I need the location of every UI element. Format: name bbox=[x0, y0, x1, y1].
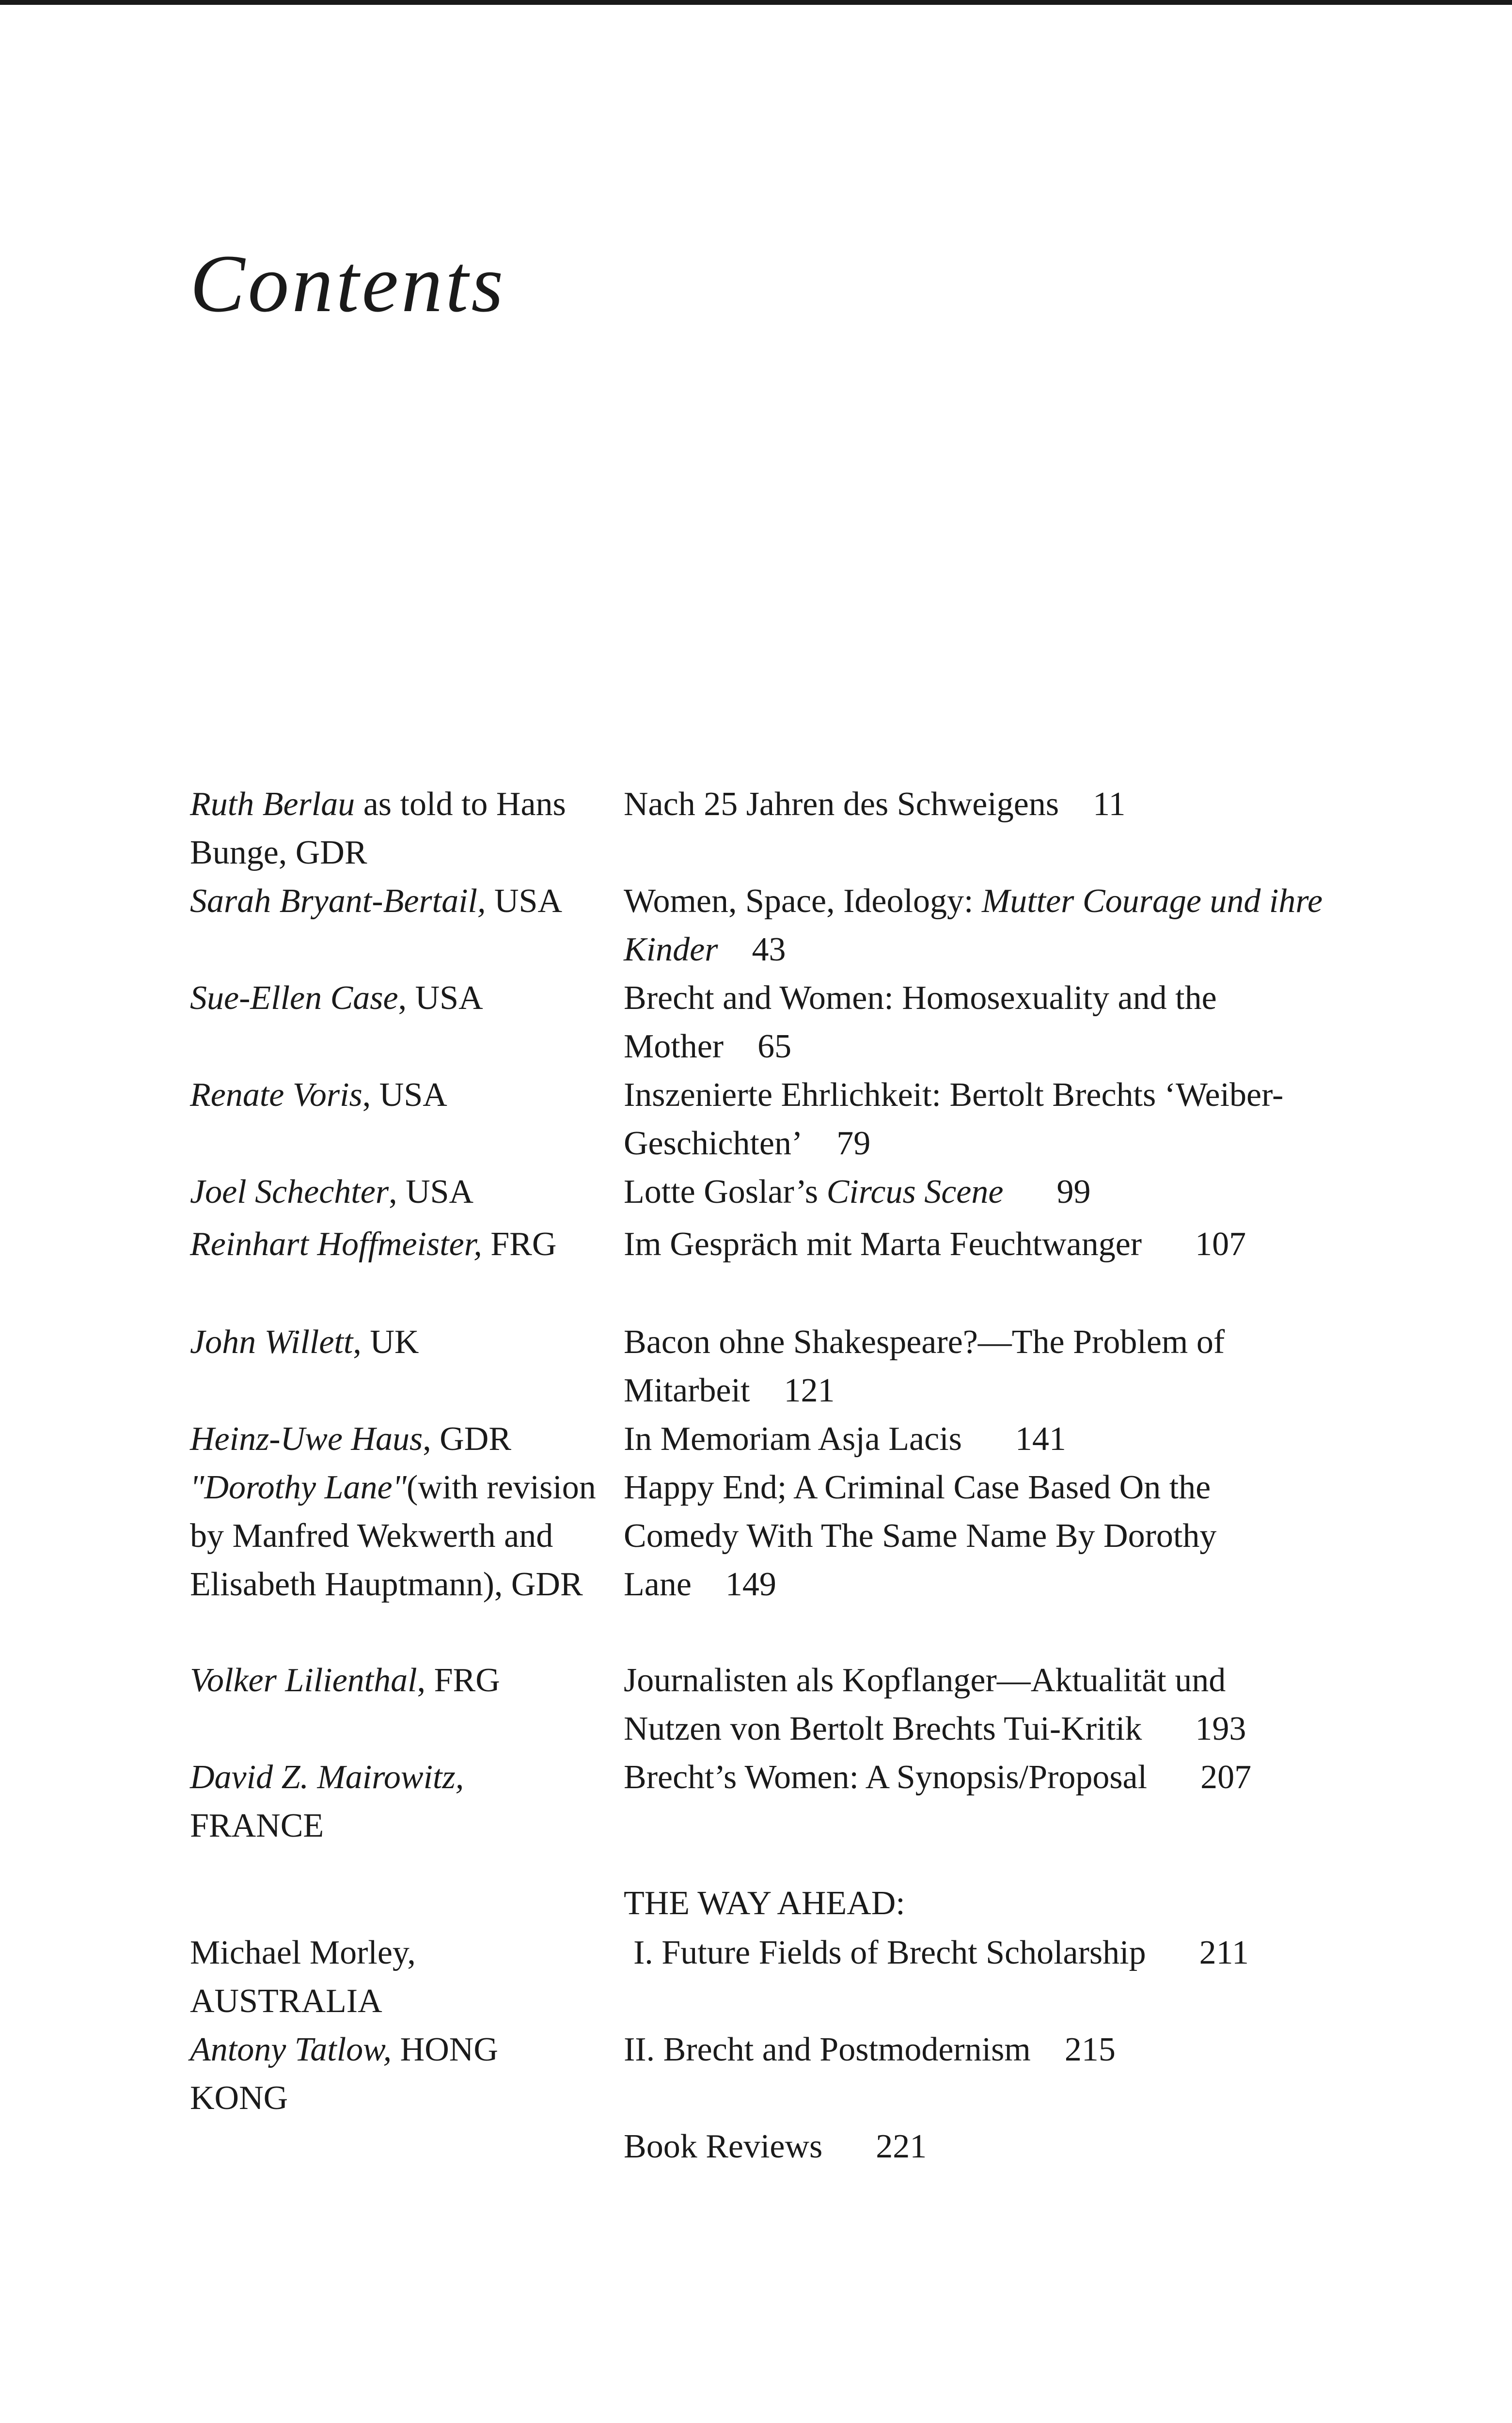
page-number: 207 bbox=[1200, 1759, 1252, 1796]
author-detail: HONG KONG bbox=[190, 2031, 498, 2117]
entry-title[interactable] bbox=[624, 2026, 1326, 2074]
entry-title-text: Women, Space, Ideology: bbox=[624, 882, 982, 920]
author-detail: FRG bbox=[490, 1226, 557, 1263]
page-title: Contents bbox=[190, 238, 506, 329]
entry-author bbox=[190, 1220, 597, 1269]
author-name: John Willett bbox=[190, 1323, 353, 1361]
author-name: Volker Lilienthal bbox=[190, 1662, 417, 1699]
entry-title-text: Journalisten als Kopflanger—Aktualität und Nutzen von Bertolt Brechts Tui-Kritik bbox=[624, 1662, 1226, 1747]
entry-author bbox=[190, 974, 597, 1023]
entry-title-italic: Mutter Courage und ihre Kinder bbox=[624, 882, 1323, 968]
entry-title-text: I. Future Fields of Brecht Scholarship bbox=[633, 1934, 1146, 1971]
entry-title[interactable] bbox=[624, 1220, 1326, 1269]
entry-title[interactable] bbox=[624, 1318, 1326, 1415]
entry-author bbox=[190, 1168, 597, 1216]
entry-title[interactable] bbox=[624, 1071, 1326, 1168]
entry-title-text: Nach 25 Jahren des Schweigens bbox=[624, 786, 1059, 823]
entry-title[interactable] bbox=[624, 780, 1326, 829]
author-name: Michael Morley, bbox=[190, 1934, 416, 1971]
page-number: 211 bbox=[1199, 1934, 1249, 1971]
entry-title-text: Brecht and Women: Homosexuality and the Mother bbox=[624, 979, 1217, 1065]
author-name: Reinhart Hoffmeister, bbox=[190, 1226, 482, 1263]
entry-author bbox=[190, 1071, 597, 1119]
author-detail: AUSTRALIA bbox=[190, 1982, 382, 2020]
entry-title[interactable] bbox=[624, 1656, 1326, 1753]
page-number: 193 bbox=[1195, 1710, 1246, 1747]
page-number: 99 bbox=[1056, 1173, 1091, 1211]
entry-title[interactable] bbox=[633, 1929, 1336, 1977]
author-detail: , USA bbox=[389, 1173, 474, 1211]
entry-author bbox=[190, 1318, 597, 1367]
entry-title-text: Happy End; A Criminal Case Based On the Comedy With The Same Name By Dorothy Lane bbox=[624, 1469, 1217, 1603]
page-number: 149 bbox=[725, 1566, 776, 1603]
entry-title[interactable] bbox=[624, 2123, 1326, 2171]
author-name: Renate Voris bbox=[190, 1076, 362, 1114]
author-detail: , USA bbox=[362, 1076, 447, 1114]
author-detail: USA bbox=[494, 882, 563, 920]
author-detail: , GDR bbox=[423, 1420, 512, 1458]
author-name: Sarah Bryant-Bertail, bbox=[190, 882, 486, 920]
author-detail: as told to Hans Bunge, GDR bbox=[190, 786, 566, 871]
page-number: 121 bbox=[784, 1372, 835, 1409]
page-number: 11 bbox=[1093, 786, 1126, 823]
entry-author bbox=[190, 2026, 597, 2123]
author-detail: FRANCE bbox=[190, 1807, 324, 1844]
page-number: 79 bbox=[836, 1125, 871, 1162]
page-number: 107 bbox=[1195, 1226, 1246, 1263]
page-number: 43 bbox=[752, 931, 786, 968]
author-name: Antony Tatlow, bbox=[190, 2031, 392, 2068]
entry-title-text: Bacon ohne Shakespeare?—The Problem of Mitarbeit bbox=[624, 1323, 1225, 1409]
author-name: David Z. Mairowitz, bbox=[190, 1759, 464, 1796]
entry-title[interactable] bbox=[624, 1463, 1326, 1609]
author-name: Joel Schechter bbox=[190, 1173, 389, 1211]
entry-author bbox=[190, 877, 597, 926]
page-number: 215 bbox=[1064, 2031, 1116, 2068]
entry-author bbox=[190, 1463, 597, 1609]
entry-title[interactable] bbox=[624, 974, 1326, 1071]
entry-title-text: II. Brecht and Postmodernism bbox=[624, 2031, 1031, 2068]
entry-title[interactable] bbox=[624, 1753, 1326, 1802]
top-rule bbox=[0, 0, 1512, 5]
section-heading: THE WAY AHEAD: bbox=[624, 1885, 905, 1922]
author-name: Ruth Berlau bbox=[190, 786, 355, 823]
page-number: 141 bbox=[1015, 1420, 1066, 1458]
entry-title-text: Book Reviews bbox=[624, 2128, 823, 2165]
entry-title[interactable] bbox=[624, 877, 1326, 974]
entry-title-text: Im Gespräch mit Marta Feuchtwanger bbox=[624, 1226, 1142, 1263]
entry-title[interactable] bbox=[624, 1415, 1326, 1463]
author-detail: (with revision by Manfred Wekwerth and Elisabeth Hauptmann), GDR bbox=[190, 1469, 596, 1603]
author-name: Sue-Ellen Case bbox=[190, 979, 398, 1017]
page-number: 221 bbox=[876, 2128, 927, 2165]
author-name: "Dorothy Lane" bbox=[190, 1469, 407, 1506]
entry-author bbox=[190, 780, 597, 877]
entry-title-text: Lotte Goslar’s bbox=[624, 1173, 827, 1211]
entry-title-text: Brecht’s Women: A Synopsis/Proposal bbox=[624, 1759, 1148, 1796]
entry-author bbox=[190, 1415, 597, 1463]
entry-title-text: Inszenierte Ehrlichkeit: Bertolt Brechts ‘Weiber-Geschichten’ bbox=[624, 1076, 1284, 1162]
author-name: Heinz-Uwe Haus bbox=[190, 1420, 423, 1458]
author-detail: , UK bbox=[353, 1323, 419, 1361]
entry-author bbox=[190, 1656, 597, 1705]
entry-author bbox=[190, 1753, 597, 1850]
entry-title[interactable] bbox=[624, 1168, 1326, 1216]
author-detail: , FRG bbox=[417, 1662, 500, 1699]
entry-title-text: In Memoriam Asja Lacis bbox=[624, 1420, 962, 1458]
page-number: 65 bbox=[757, 1028, 792, 1065]
entry-author bbox=[190, 1929, 597, 2026]
entry-title-italic: Circus Scene bbox=[826, 1173, 1004, 1211]
author-detail: , USA bbox=[398, 979, 483, 1017]
